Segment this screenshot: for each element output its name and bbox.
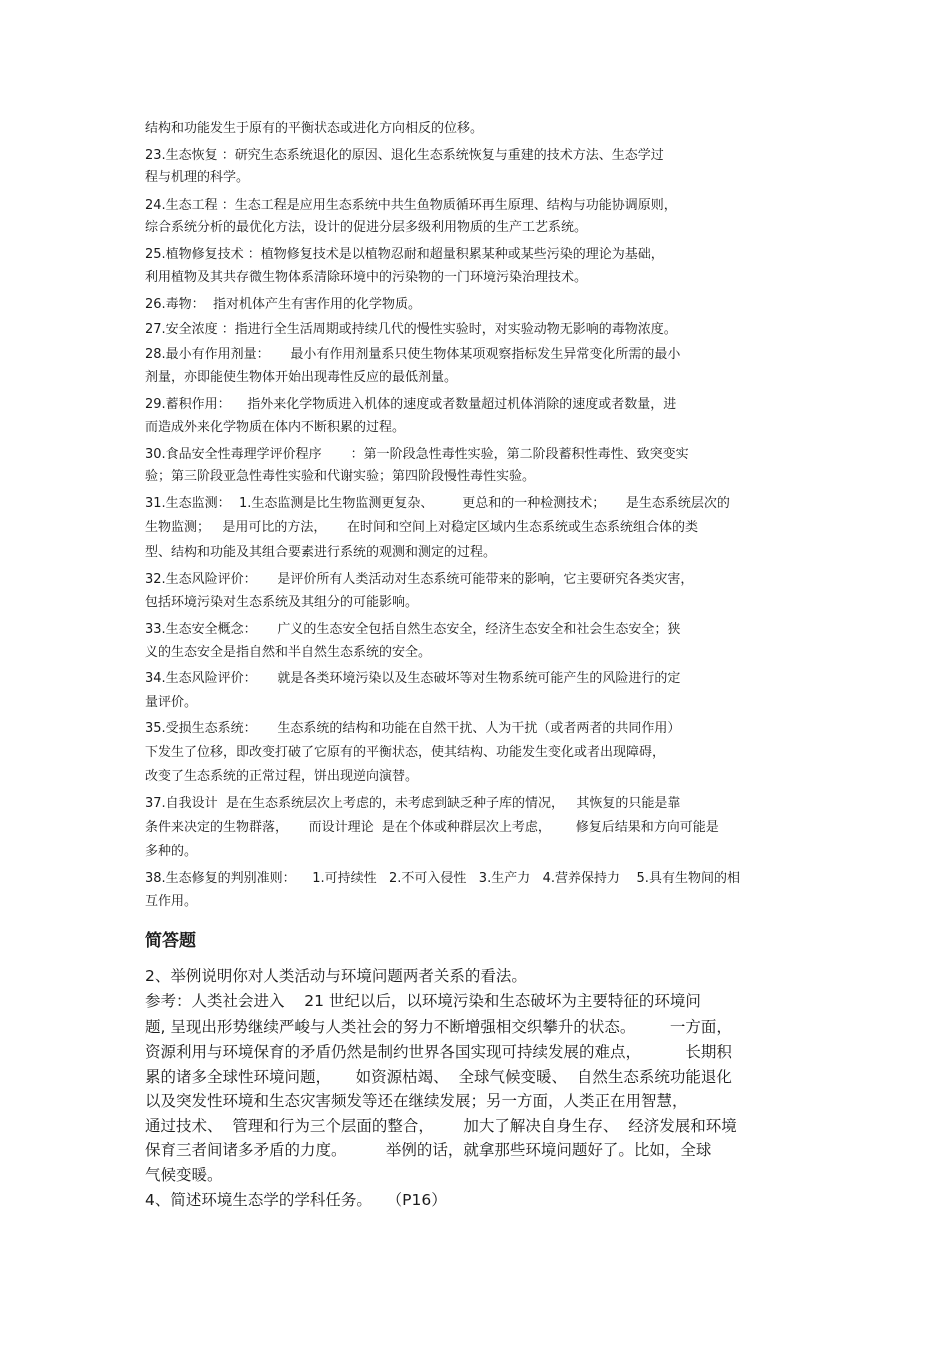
text-line: 26.毒物： 指对机体产生有害作用的化学物质。 xyxy=(145,297,421,312)
text-line: 利用植物及其共存微生物体系清除环境中的污染物的一门环境污染治理技术。 xyxy=(145,270,588,285)
answer-line: 保育三者间诸多矛盾的力度。 举例的话，就拿那些环境问题好了。比如，全球 xyxy=(145,1141,712,1159)
text-line: 量评价。 xyxy=(145,695,198,710)
answer-line: 气候变暖。 xyxy=(145,1166,223,1184)
text-line: 结构和功能发生于原有的平衡状态或进化方向相反的位移。 xyxy=(145,121,484,136)
answer-line: 以及突发性环境和生态灾害频发等还在继续发展；另一方面，人类正在用智慧， xyxy=(145,1092,688,1110)
text-line: 29.蓄积作用： 指外来化学物质进入机体的速度或者数量超过机体消除的速度或者数量，进 xyxy=(145,397,677,412)
question-line: 2、举例说明你对人类活动与环境问题两者关系的看法。 xyxy=(145,967,527,985)
text-line: 而造成外来化学物质在体内不断积累的过程。 xyxy=(145,420,406,435)
text-line: 28.最小有作用剂量： 最小有作用剂量系只使生物体某项观察指标发生异常变化所需的最小 xyxy=(145,347,681,362)
text-line: 条件来决定的生物群落， 而设计理论 是在个体或种群层次上考虑， 修复后结果和方向可能是 xyxy=(145,820,719,835)
text-line: 24.生态工程 ：生态工程是应用生态系统中共生鱼物质循环再生原理、结构与功能协调原则， xyxy=(145,198,677,213)
text-line: 包括环境污染对生态系统及其组分的可能影响。 xyxy=(145,595,419,610)
text-line: 32.生态风险评价： 是评价所有人类活动对生态系统可能带来的影响，它主要研究各类灾害， xyxy=(145,572,694,587)
text-line: 改变了生态系统的正常过程，饼出现逆向演替。 xyxy=(145,769,419,784)
text-line: 义的生态安全是指自然和半自然生态系统的安全。 xyxy=(145,645,432,660)
text-line: 生物监测； 是用可比的方法， 在时间和空间上对稳定区域内生态系统或生态系统组合体的类 xyxy=(145,520,699,535)
text-line: 31.生态监测： 1.生态监测是比生物监测更复杂、 更总和的一种检测技术； 是生态系统层次的 xyxy=(145,496,730,511)
text-line: 37.自我设计 是在生态系统层次上考虑的，未考虑到缺乏种子库的情况， 其恢复的只能是靠 xyxy=(145,796,681,811)
text-line: 30.食品安全性毒理学评价程序 ：第一阶段急性毒性实验，第二阶段蓄积性毒性、致突变实 xyxy=(145,447,689,462)
text-line: 38.生态修复的判别准则： 1.可持续性 2.不可入侵性 3.生产力 4.营养保持力 5.具有生物间的相 xyxy=(145,871,740,886)
text-line: 多种的。 xyxy=(145,844,198,859)
answer-line: 资源利用与环境保育的矛盾仍然是制约世界各国实现可持续发展的难点， 长期积 xyxy=(145,1043,732,1061)
section-heading: 简答题 xyxy=(145,931,196,951)
text-line: 程与机理的科学。 xyxy=(145,170,250,185)
text-line: 33.生态安全概念： 广义的生态安全包括自然生态安全，经济生态安全和社会生态安全；狭 xyxy=(145,622,681,637)
text-line: 27.安全浓度 ：指进行全生活周期或持续几代的慢性实验时，对实验动物无影响的毒物浓度。 xyxy=(145,322,677,337)
answer-line: 题, 呈现出形势继续严峻与人类社会的努力不断增强相交织攀升的状态。 一方面， xyxy=(145,1018,732,1036)
text-line: 互作用。 xyxy=(145,894,198,909)
text-line: 综合系统分析的最优化方法，设计的促进分层多级利用物质的生产工艺系统。 xyxy=(145,220,588,235)
text-line: 验；第三阶段亚急性毒性实验和代谢实验；第四阶段慢性毒性实验。 xyxy=(145,469,536,484)
text-line: 34.生态风险评价： 就是各类环境污染以及生态破坏等对生物系统可能产生的风险进行的定 xyxy=(145,671,681,686)
text-line: 下发生了位移，即改变打破了它原有的平衡状态，使其结构、功能发生变化或者出现障碍， xyxy=(145,745,666,760)
text-line: 23.生态恢复 ：研究生态系统退化的原因、退化生态系统恢复与重建的技术方法、生态学过 xyxy=(145,148,664,163)
answer-line: 通过技术、 管理和行为三个层面的整合， 加大了解决自身生存、 经济发展和环境 xyxy=(145,1117,737,1135)
text-line: 25.植物修复技术 ：植物修复技术是以植物忍耐和超量积累某种或某些污染的理论为基础， xyxy=(145,247,664,262)
answer-line: 累的诸多全球性环境问题， 如资源枯竭、 全球气候变暖、 自然生态系统功能退化 xyxy=(145,1068,732,1086)
text-line: 型、结构和功能及其组合要素进行系统的观测和测定的过程。 xyxy=(145,545,497,560)
answer-line: 参考：人类社会进入 21 世纪以后，以环境污染和生态破坏为主要特征的环境问 xyxy=(145,992,701,1010)
question-line: 4、简述环境生态学的学科任务。 （P16） xyxy=(145,1191,447,1209)
text-line: 剂量，亦即能使生物体开始出现毒性反应的最低剂量。 xyxy=(145,370,458,385)
text-line: 35.受损生态系统： 生态系统的结构和功能在自然干扰、人为干扰（或者两者的共同作用） xyxy=(145,721,681,736)
